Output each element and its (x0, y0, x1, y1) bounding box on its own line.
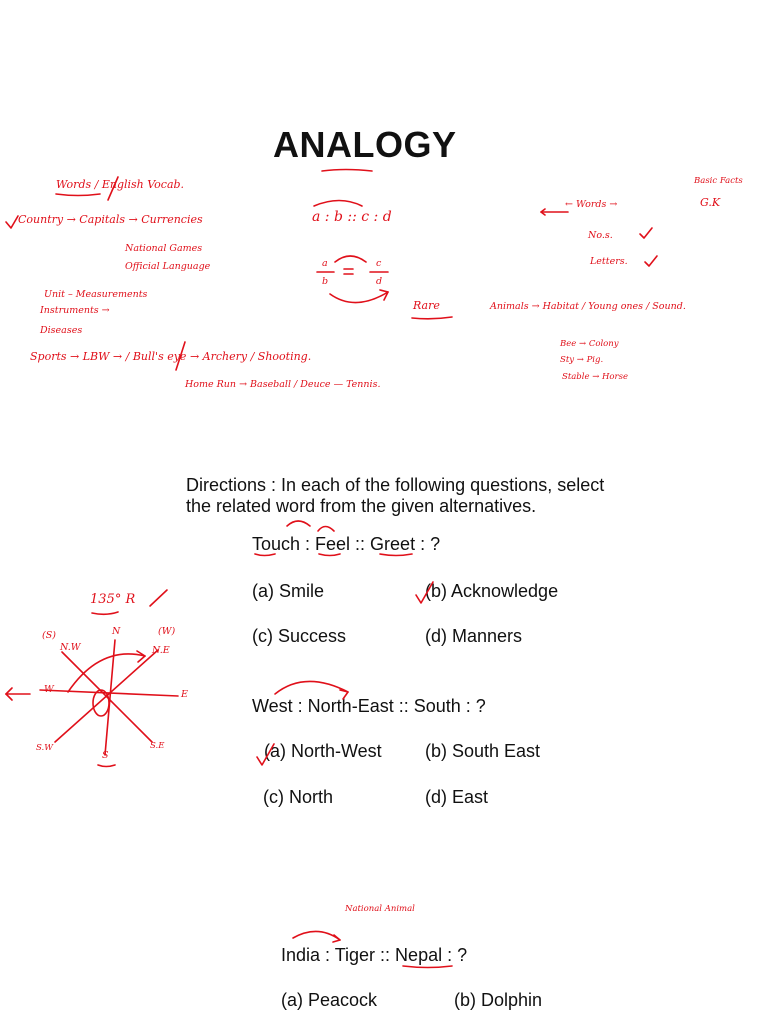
question-2-prompt: West : North-East :: South : ? (252, 696, 486, 716)
compass-n: N (112, 626, 121, 637)
question-3-option-b: (b) Dolphin (454, 990, 543, 1010)
note-national-animal: National Animal (345, 904, 415, 914)
question-2-option-b: (b) South East (425, 741, 541, 761)
note-frac-a: a (322, 258, 328, 269)
question-1-option-b: (b) Acknowledge (425, 581, 559, 601)
note-instruments: Instruments → (40, 305, 110, 316)
note-ratio: a : b :: c : d (312, 209, 392, 225)
compass-s-paren: (S) (42, 630, 56, 641)
note-sports: Sports → LBW → / Bull's eye → Archery / Shooting. (30, 350, 312, 363)
note-frac-c: c (376, 258, 382, 269)
question-2-option-d: (d) East (425, 787, 489, 807)
compass-sw: S.W (36, 743, 53, 753)
note-diseases: Diseases (40, 325, 83, 336)
note-stable-horse: Stable → Horse (562, 372, 629, 382)
directions-line-2: the related word from the given alternatives. (186, 496, 537, 516)
note-animals: Animals → Habitat / Young ones / Sound. (490, 301, 686, 312)
fraction-curve-arrow (330, 292, 388, 303)
directions-line-1: Directions : In each of the following questions, select (186, 475, 605, 495)
note-official-language: Official Language (125, 261, 211, 272)
compass-nw: N.W (60, 642, 81, 653)
note-words-arrow: ← Words → (565, 199, 618, 210)
question-1-option-d: (d) Manners (425, 626, 523, 646)
question-3-option-a: (a) Peacock (281, 990, 378, 1010)
note-home-run: Home Run → Baseball / Deuce — Tennis. (185, 379, 381, 390)
note-rare: Rare (413, 299, 440, 312)
note-national-games: National Games (125, 243, 203, 254)
note-gk: G.K (700, 196, 721, 209)
note-sty-pig: Sty → Pig. (560, 355, 604, 365)
note-nos: No.s. (588, 230, 613, 241)
question-2-option-a: (a) North-West (264, 741, 382, 761)
note-basic-facts: Basic Facts (694, 176, 743, 186)
page-title: ANALOGY (273, 124, 457, 165)
note-frac-d: d (376, 276, 383, 287)
note-words-english-vocab: Words / English Vocab. (56, 178, 185, 191)
compass-s: S (102, 750, 109, 761)
note-bee-colony: Bee → Colony (560, 339, 619, 349)
q2-arc-arrow (275, 681, 348, 694)
compass-se: S.E (150, 741, 165, 751)
note-country-capitals: Country → Capitals → Currencies (18, 213, 203, 226)
title-underline (322, 170, 372, 172)
question-1-option-c: (c) Success (252, 626, 347, 646)
note-units: Unit – Measurements (44, 289, 148, 300)
ratio-arc (314, 201, 362, 207)
question-1-option-a: (a) Smile (252, 581, 325, 601)
compass-e: E (181, 689, 188, 700)
question-2-option-c: (c) North (263, 787, 334, 807)
note-frac-b: b (322, 276, 329, 287)
compass-ne: N.E (152, 645, 170, 656)
question-1-prompt: Touch : Feel :: Greet : ? (252, 534, 441, 554)
note-letters: Letters. (590, 256, 628, 267)
note-135-deg: 135° R (90, 592, 136, 607)
compass-w-paren: (W) (158, 626, 176, 637)
compass-w: W (44, 684, 54, 695)
question-3-prompt: India : Tiger :: Nepal : ? (281, 945, 468, 965)
